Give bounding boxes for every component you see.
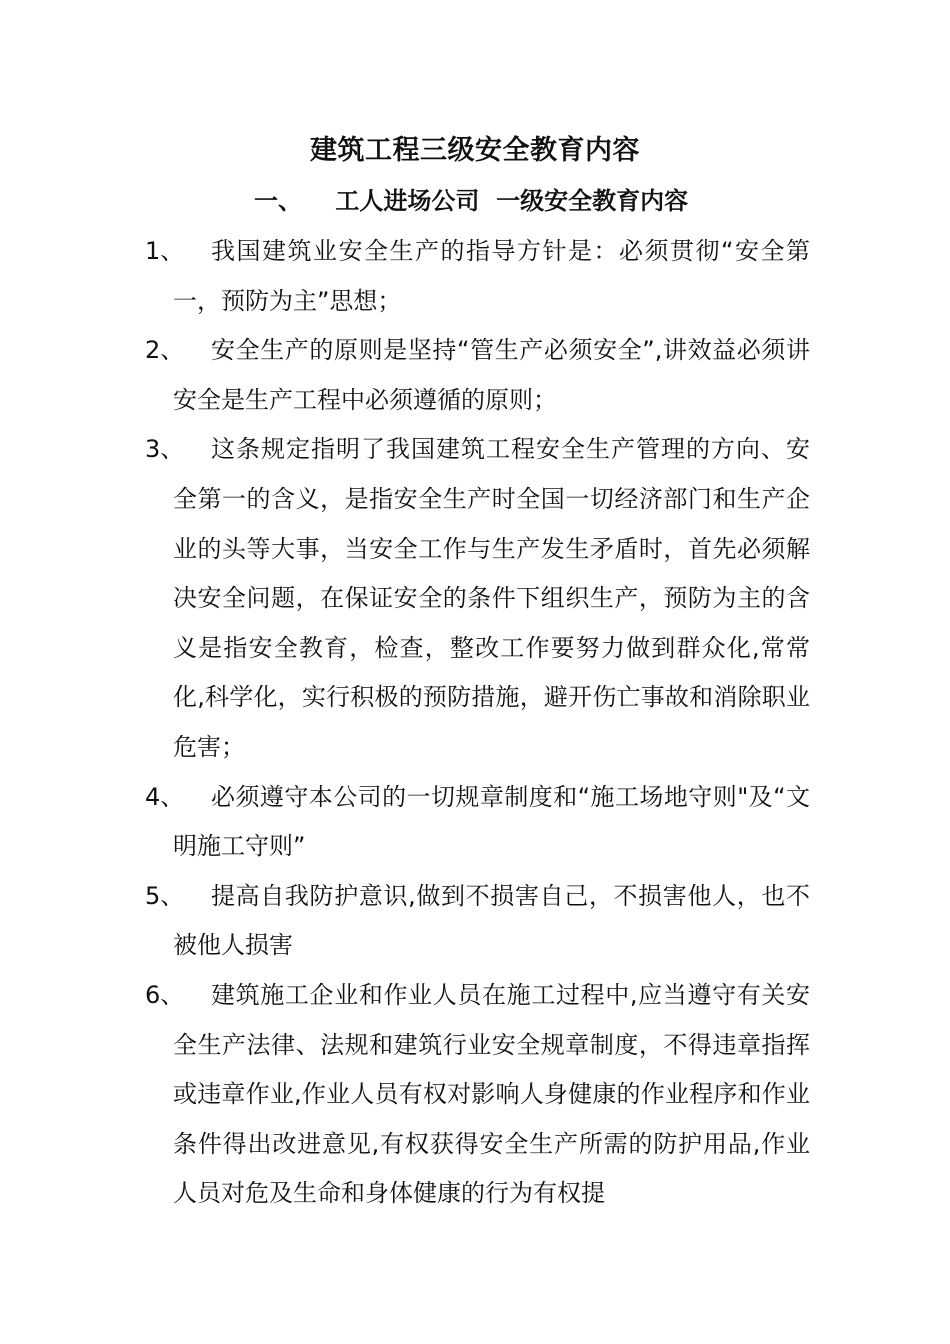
item-number: 4、 [145, 782, 185, 811]
item-text: 我国建筑业安全生产的指导方针是：必须贯彻“安全第一，预防为主”思想； [173, 237, 810, 315]
item-number: 6、 [145, 980, 185, 1009]
list-item [145, 872, 810, 971]
list-item [145, 227, 810, 326]
item-text: 安全生产的原则是坚持“管生产必须安全”,讲效益必须讲安全是生产工程中必须遵循的原则； [173, 336, 810, 414]
list-item [145, 326, 810, 425]
item-text: 提高自我防护意识,做到不损害自己，不损害他人，也不被他人损害 [173, 881, 810, 960]
item-number: 1、 [145, 237, 185, 265]
section-heading: 一、 工人进场公司 一级安全教育内容 [254, 187, 689, 215]
list-item [145, 425, 810, 772]
education-items-list [145, 227, 810, 1219]
item-text: 这条规定指明了我国建筑工程安全生产管理的方向、安全第一的含义，是指安全生产时全国一切经济部门和生产企业的头等大事，当安全工作与生产发生矛盾时，首先必须解决安全问题，在保证安全的条件下组织生产，预防为主的含义是指安全教育，检查，整改工作要努力做到群众化,常常化,科学化，实行积极的预防措施，避开伤亡事故和消除职业危害； [173, 435, 810, 761]
item-text: 建筑施工企业和作业人员在施工过程中,应当遵守有关安全生产法律、法规和建筑行业安全规章制度，不得违章指挥或违章作业,作业人员有权对影响人身健康的作业程序和作业条件得出改进意见,有权获得安全生产所需的防护用品,作业人员对危及生命和身体健康的行为有权提 [173, 980, 810, 1208]
list-item [145, 971, 810, 1219]
list-item [145, 773, 810, 872]
document-title: 建筑工程三级安全教育内容 [310, 135, 640, 166]
item-text: 必须遵守本公司的一切规章制度和“施工场地守则"及“文明施工守则” [173, 782, 810, 861]
item-number: 2、 [145, 336, 185, 365]
item-number: 5、 [145, 881, 185, 910]
item-number: 3、 [145, 435, 185, 464]
